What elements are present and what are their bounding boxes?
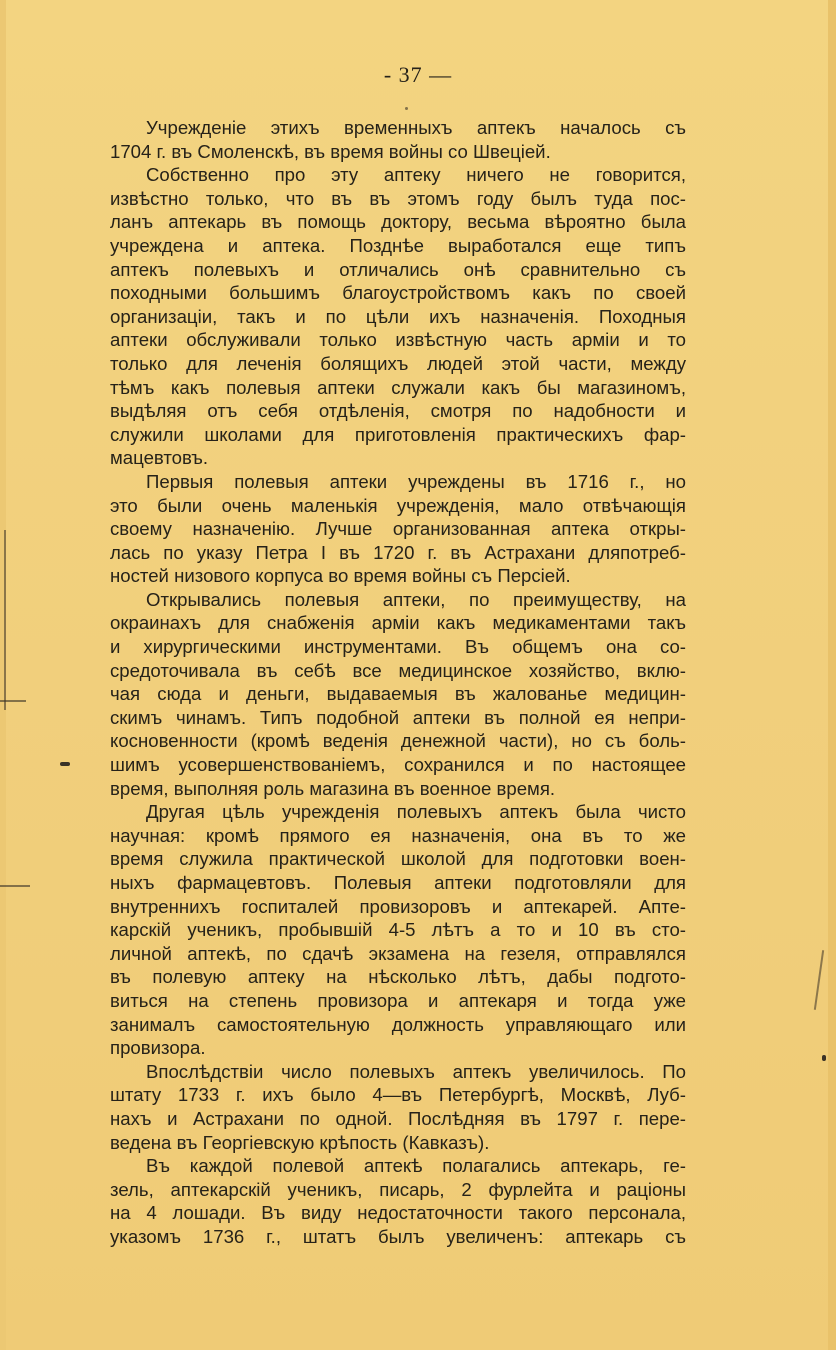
text-line: виться на степень провизора и аптекаря и тогда уже — [110, 989, 686, 1011]
text-line: только для леченія болящихъ людей этой части, между — [110, 352, 686, 374]
text-line: штату 1733 г. ихъ было 4—въ Петербургѣ, Москвѣ, Луб- — [110, 1084, 686, 1106]
text-line: научная: кромѣ прямого ея назначенія, она въ то же — [110, 824, 686, 846]
text-line: косновенности (кромѣ веденія денежной части), но съ боль- — [110, 730, 686, 752]
text-line: 1704 г. въ Смоленскѣ, въ время войны со Швеціей. — [110, 140, 551, 162]
margin-mark — [4, 530, 6, 710]
text-line: ланъ аптекарь въ помощь доктору, весьма вѣроятно была — [110, 211, 686, 233]
text-line: въ полевую аптеку на нѣсколько лѣтъ, дабы подгото- — [110, 966, 686, 988]
text-line: лась по указу Петра I въ 1720 г. въ Астрахани дляпотреб- — [110, 541, 686, 563]
margin-mark — [822, 1055, 826, 1061]
text-line: занималъ самостоятельную должность управляющаго или — [110, 1013, 686, 1035]
body-text — [110, 116, 686, 1249]
text-line: нахъ и Астрахани по одной. Послѣдняя въ 1797 г. пере- — [110, 1107, 686, 1129]
text-line: мацевтовъ. — [110, 447, 209, 469]
text-line: личной аптекѣ, по сдачѣ экзамена на гезеля, отправлялся — [110, 942, 686, 964]
text-line: на 4 лошади. Въ виду недостаточности такого персонала, — [110, 1202, 686, 1224]
margin-mark — [0, 700, 26, 702]
text-line: ныхъ фармацевтовъ. Полевыя аптеки подготовляли для — [110, 872, 686, 893]
text-line: внутреннихъ госпиталей провизоровъ и аптекарей. Апте- — [110, 895, 686, 917]
text-line: карскій ученикъ, пробывшій 4-5 лѣтъ а то и 10 въ сто- — [110, 919, 686, 941]
text-line: Другая цѣль учрежденія полевыхъ аптекъ была чисто — [146, 801, 686, 823]
margin-mark — [0, 885, 30, 887]
text-line: Въ каждой полевой аптекѣ полагались аптекарь, ге- — [146, 1155, 686, 1177]
text-line: Собственно про эту аптеку ничего не говорится, — [146, 164, 686, 186]
text-line: провизора. — [110, 1037, 206, 1059]
text-line: Впослѣдствіи число полевыхъ аптекъ увеличилось. По — [146, 1060, 686, 1082]
text-line: указомъ 1736 г., штатъ былъ увеличенъ: аптекарь съ — [110, 1225, 686, 1247]
margin-mark — [814, 950, 824, 1010]
text-line: Учрежденіе этихъ временныхъ аптекъ началось съ — [146, 117, 686, 138]
text-line: походными большимъ благоустройствомъ какъ по своей — [110, 282, 686, 304]
text-line: организаціи, такъ и по цѣли ихъ назначенія. Походныя — [110, 305, 686, 327]
text-line: ведена въ Георгіевскую крѣпость (Кавказъ). — [110, 1131, 490, 1153]
text-line: и хирургическими инструментами. Въ общемъ она со- — [110, 636, 686, 658]
text-line: шимъ усовершенствованіемъ, сохранился и по настоящее — [110, 754, 686, 776]
text-line: тѣмъ какъ полевыя аптеки служали какъ бы магазиномъ, — [110, 376, 686, 398]
text-line: скимъ чинамъ. Типъ подобной аптеки въ полной ея непри- — [110, 706, 686, 728]
text-line: чая сюда и деньги, выдаваемыя въ жалованье медицин- — [110, 683, 686, 705]
text-line: это были очень маленькія учрежденія, мало отвѣчающія — [110, 494, 686, 516]
text-line: аптеки обслуживали только извѣстную часть арміи и то — [110, 329, 686, 351]
page-right-edge — [828, 0, 836, 1350]
margin-mark — [60, 762, 70, 766]
text-line: извѣстно только, что въ въ этомъ году былъ туда пос- — [110, 187, 686, 209]
text-line: аптекъ полевыхъ и отличались онѣ сравнительно съ — [110, 258, 686, 280]
text-line: выдѣляя отъ себя отдѣленія, смотря по надобности и — [110, 400, 686, 422]
page-number: - 37 — — [383, 62, 453, 87]
margin-mark — [405, 107, 408, 110]
text-line: зель, аптекарскій ученикъ, писарь, 2 фурлейта и раціоны — [110, 1178, 686, 1200]
text-line: время, выполняя роль магазина въ военное время. — [110, 777, 556, 799]
text-line: своему назначенію. Лучше организованная аптека откры- — [110, 518, 686, 540]
text-line: окраинахъ для снабженія арміи какъ медикаментами такъ — [110, 612, 686, 634]
text-line: время служила практической школой для подготовки воен- — [110, 848, 686, 870]
text-line: учреждена и аптека. Позднѣе выработался еще типъ — [110, 234, 686, 256]
text-line: Первыя полевыя аптеки учреждены въ 1716 г., но — [146, 470, 686, 492]
text-line: служили школами для приготовленія практическихъ фар- — [110, 423, 686, 445]
text-line: Открывались полевыя аптеки, по преимуществу, на — [146, 588, 686, 610]
text-line: ностей низового корпуса во время войны съ Персіей. — [110, 565, 571, 587]
text-line: средоточивала въ себѣ все медицинское хозяйство, вклю- — [110, 659, 686, 681]
